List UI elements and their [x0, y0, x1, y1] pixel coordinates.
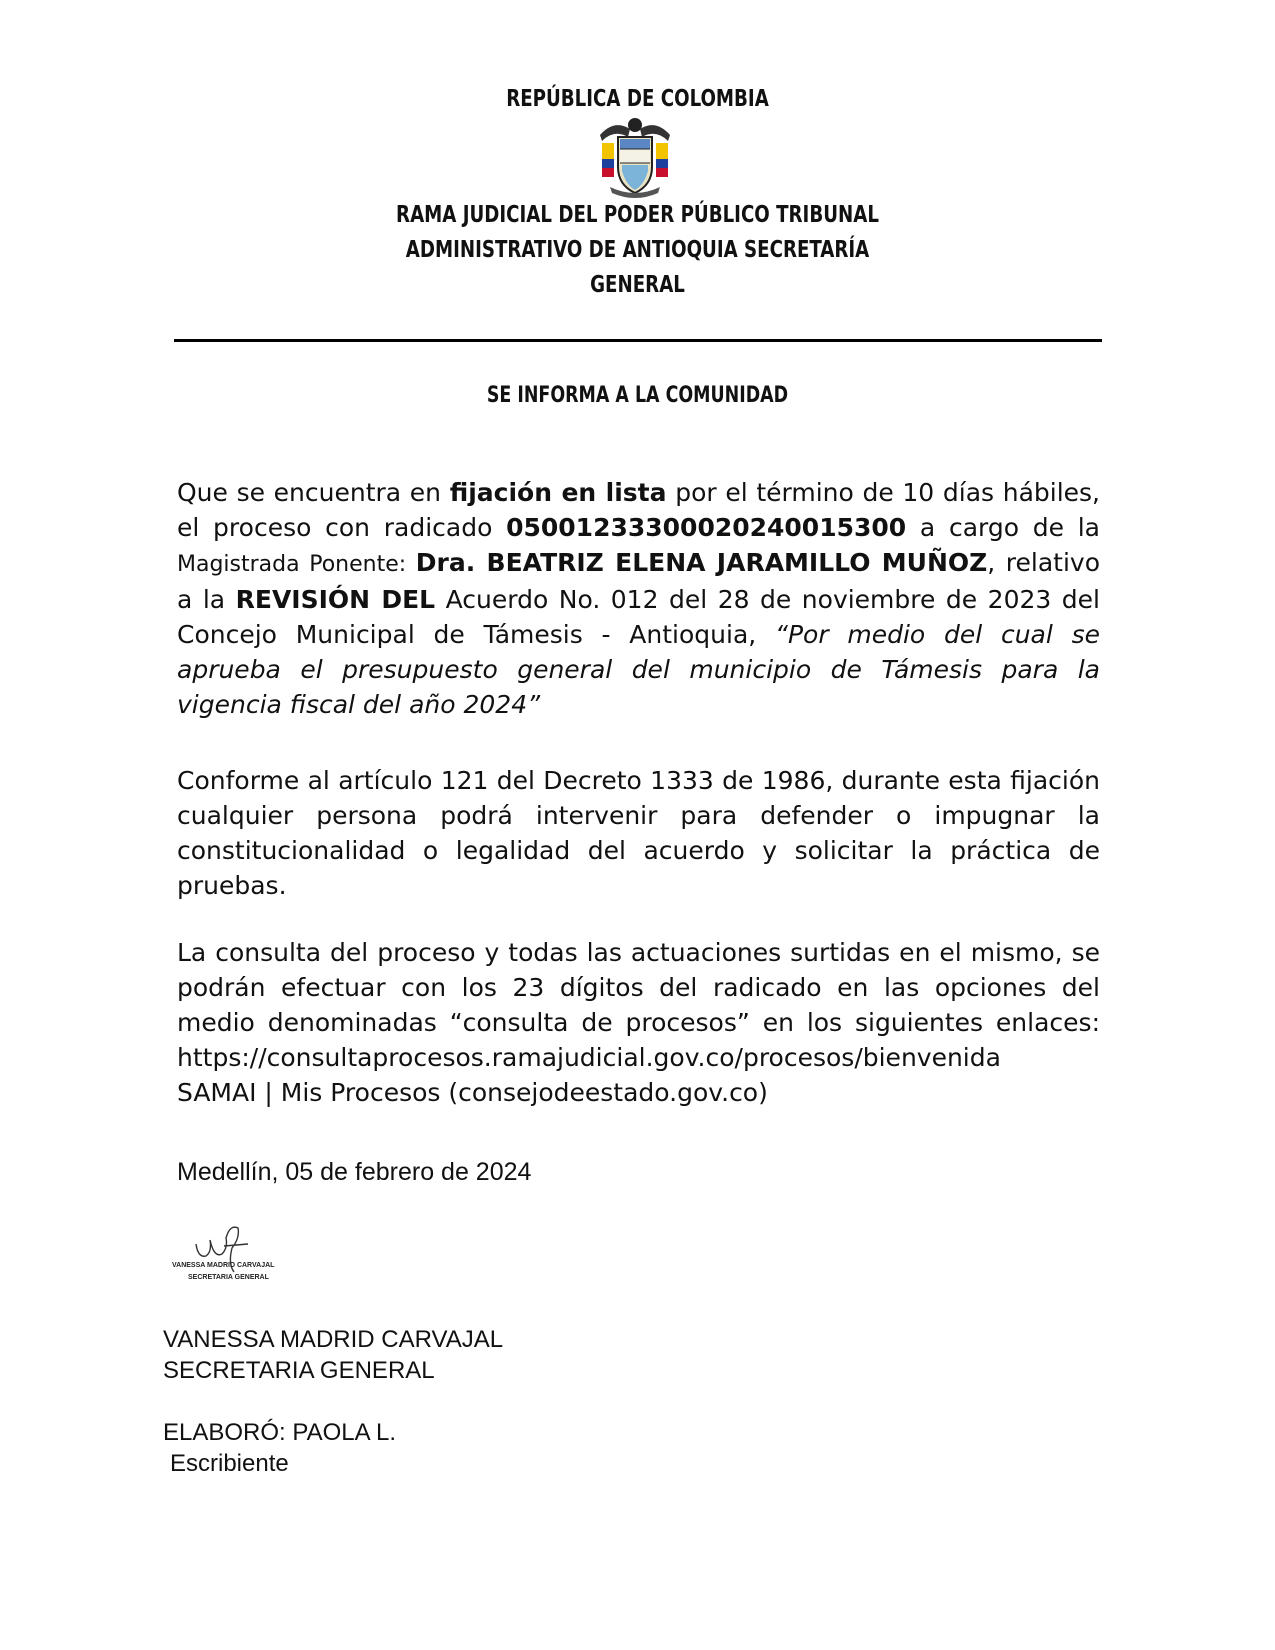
samai-link[interactable]: SAMAI | Mis Procesos (consejodeestado.gov.co): [177, 1078, 768, 1107]
header-divider: [174, 339, 1102, 342]
p1-text-j: Acuerdo No. 012 del 28 de noviembre de 2023 del Concejo Municipal de Támesis - Antioquia,: [177, 585, 1100, 649]
entity-line-1: RAMA JUDICIAL DEL PODER PÚBLICO TRIBUNAL: [396, 202, 879, 228]
p3-text: La consulta del proceso y todas las actuaciones surtidas en el mismo, se podrán efectuar con los 23 dígitos del radicado en las opciones del medio denominadas “consulta de procesos” en los siguientes enlaces:: [177, 938, 1100, 1037]
p1-text-e: a cargo de la: [906, 513, 1100, 542]
signature-stamp-name: VANESSA MADRID CARVAJAL: [172, 1262, 275, 1269]
p1-text-h: , relativo a la: [177, 548, 1100, 614]
p1-text-c: por el término de 10 días hábiles, el proceso con radicado: [177, 478, 1101, 542]
signer-role: SECRETARIA GENERAL: [163, 1357, 435, 1384]
entity-heading: [77, 198, 1199, 303]
notice-title: SE INFORMA A LA COMUNIDAD: [486, 383, 789, 408]
signature-stamp-role: SECRETARIA GENERAL: [188, 1274, 269, 1281]
notice-paragraph-1: [177, 475, 1100, 722]
case-number: 05001233300020240015300: [506, 513, 907, 542]
p1-revision-label: REVISIÓN DEL: [235, 585, 436, 614]
entity-line-2: ADMINISTRATIVO DE ANTIOQUIA SECRETARÍA: [405, 237, 870, 263]
entity-line-3: GENERAL: [590, 272, 685, 298]
notice-paragraph-3: [177, 935, 1100, 1110]
issue-date: Medellín, 05 de febrero de 2024: [177, 1158, 532, 1186]
country-heading: REPÚBLICA DE COLOMBIA: [506, 86, 769, 112]
consulta-procesos-link[interactable]: https://consultaprocesos.ramajudicial.gov.co/procesos/bienvenida: [177, 1043, 1001, 1072]
p1-fixation-term: fijación en lista: [449, 478, 667, 507]
notice-paragraph-2: Conforme al artículo 121 del Decreto 1333 de 1986, durante esta fijación cualquier persona podrá intervenir para defender o impugnar la constitucionalidad o legalidad del acuerdo y solicitar la práctica de pruebas.: [177, 766, 1100, 900]
judge-name: Dra. BEATRIZ ELENA JARAMILLO MUÑOZ: [415, 548, 988, 577]
coat-of-arms-icon: [594, 115, 676, 199]
agreement-title: “Por medio del cual se aprueba el presupuesto general del municipio de Támesis para la vigencia fiscal del año 2024”: [177, 620, 1100, 719]
p1-text-a: Que se encuentra en: [177, 478, 450, 507]
prepared-by: ELABORÓ: PAOLA L.: [163, 1419, 396, 1446]
p1-judge-label: Magistrada Ponente:: [177, 552, 416, 577]
signer-name: VANESSA MADRID CARVAJAL: [163, 1326, 504, 1353]
prepared-by-role: Escribiente: [170, 1450, 289, 1477]
